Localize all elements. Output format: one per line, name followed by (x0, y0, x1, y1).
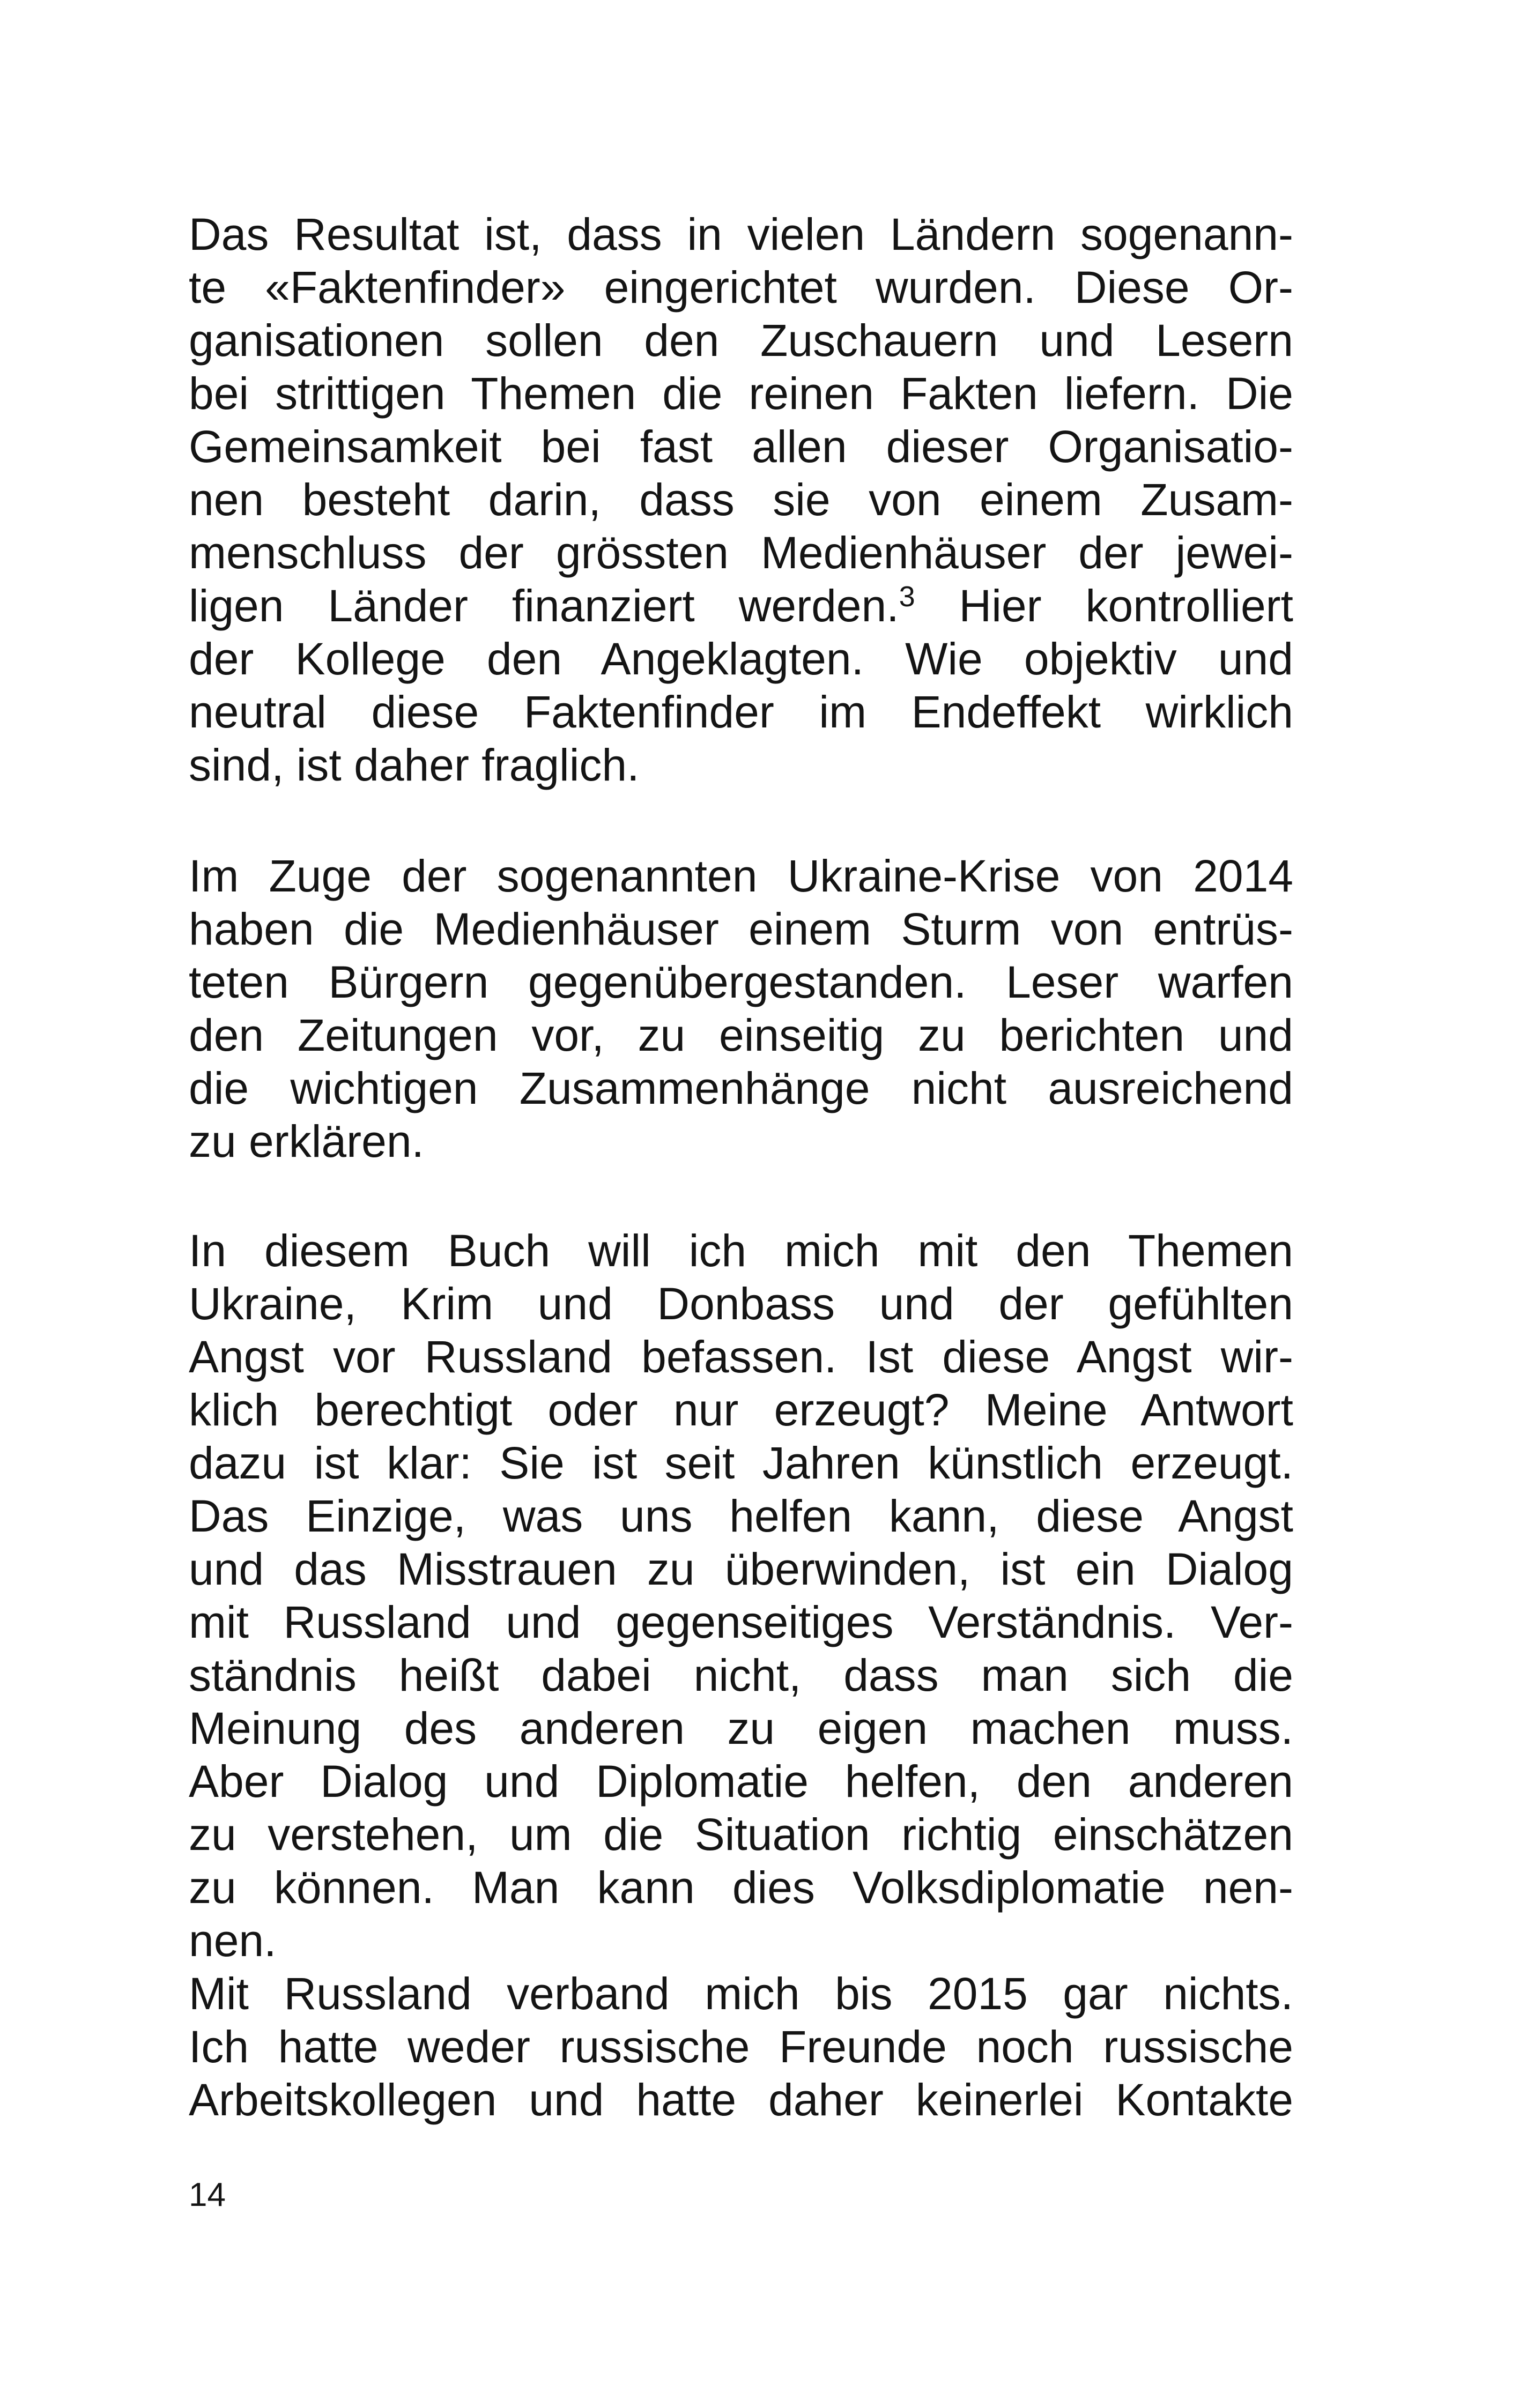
text-line: bei strittigen Themen die reinen Fakten liefern. Die (189, 368, 1293, 419)
text-line: haben die Medienhäuser einem Sturm von entrüs- (189, 904, 1293, 954)
text-line: mit Russland und gegenseitiges Verständnis. Ver- (189, 1597, 1293, 1647)
paragraph-1 (189, 208, 1293, 792)
text-line: klich berechtigt oder nur erzeugt? Meine Antwort (189, 1385, 1293, 1435)
text-line: ganisationen sollen den Zuschauern und Lesern (189, 315, 1293, 366)
text-line: ständnis heißt dabei nicht, dass man sich die (189, 1650, 1293, 1700)
text-line: Arbeitskollegen und hatte daher keinerlei Kontakte (189, 2075, 1293, 2125)
text-segment: Hier kontrolliert (915, 581, 1293, 631)
text-line: Im Zuge der sogenannten Ukraine-Krise von 2014 (189, 851, 1293, 901)
text-line: Meinung des anderen zu eigen machen muss. (189, 1703, 1293, 1753)
text-line-with-footnote (189, 579, 1293, 633)
text-line: Das Resultat ist, dass in vielen Ländern sogenann- (189, 209, 1293, 259)
text-line: teten Bürgern gegenübergestanden. Leser warfen (189, 957, 1293, 1007)
text-line: Ukraine, Krim und Donbass und der gefühlten (189, 1279, 1293, 1329)
text-line: Ich hatte weder russische Freunde noch russische (189, 2021, 1293, 2072)
text-segment: ligen Länder finanziert werden. (189, 581, 899, 631)
page-number: 14 (189, 2176, 226, 2213)
text-line: dazu ist klar: Sie ist seit Jahren künstlich erzeugt. (189, 1438, 1293, 1488)
text-line: und das Misstrauen zu überwinden, ist ein Dialog (189, 1544, 1293, 1594)
text-line: menschluss der grössten Medienhäuser der jewei- (189, 527, 1293, 578)
text-line: Das Einzige, was uns helfen kann, diese Angst (189, 1491, 1293, 1541)
text-line: zu erklären. (189, 1116, 424, 1166)
text-line: zu verstehen, um die Situation richtig einschätzen (189, 1809, 1293, 1860)
text-line: Aber Dialog und Diplomatie helfen, den anderen (189, 1756, 1293, 1807)
text-line: zu können. Man kann dies Volksdiplomatie nen- (189, 1862, 1293, 1913)
text-line: neutral diese Faktenfinder im Endeffekt wirklich (189, 687, 1293, 737)
paragraph-2 (189, 850, 1293, 1168)
text-line: den Zeitungen vor, zu einseitig zu berichten und (189, 1010, 1293, 1060)
paragraph-4 (189, 1967, 1293, 2127)
text-line: Gemeinsamkeit bei fast allen dieser Organisatio- (189, 421, 1293, 472)
text-line: die wichtigen Zusammenhänge nicht ausreichend (189, 1063, 1293, 1113)
text-line: te «Faktenfinder» eingerichtet wurden. Diese Or- (189, 262, 1293, 313)
text-line: In diesem Buch will ich mich mit den Themen (189, 1225, 1293, 1276)
text-line: der Kollege den Angeklagten. Wie objektiv und (189, 634, 1293, 684)
text-line: nen besteht darin, dass sie von einem Zusam- (189, 474, 1293, 525)
text-line: nen. (189, 1915, 277, 1966)
text-line: Angst vor Russland befassen. Ist diese Angst wir- (189, 1332, 1293, 1382)
text-line: Mit Russland verband mich bis 2015 gar nichts. (189, 1968, 1293, 2019)
footnote-marker: 3 (899, 581, 915, 613)
text-line: sind, ist daher fraglich. (189, 740, 640, 790)
paragraph-3 (189, 1224, 1293, 1967)
